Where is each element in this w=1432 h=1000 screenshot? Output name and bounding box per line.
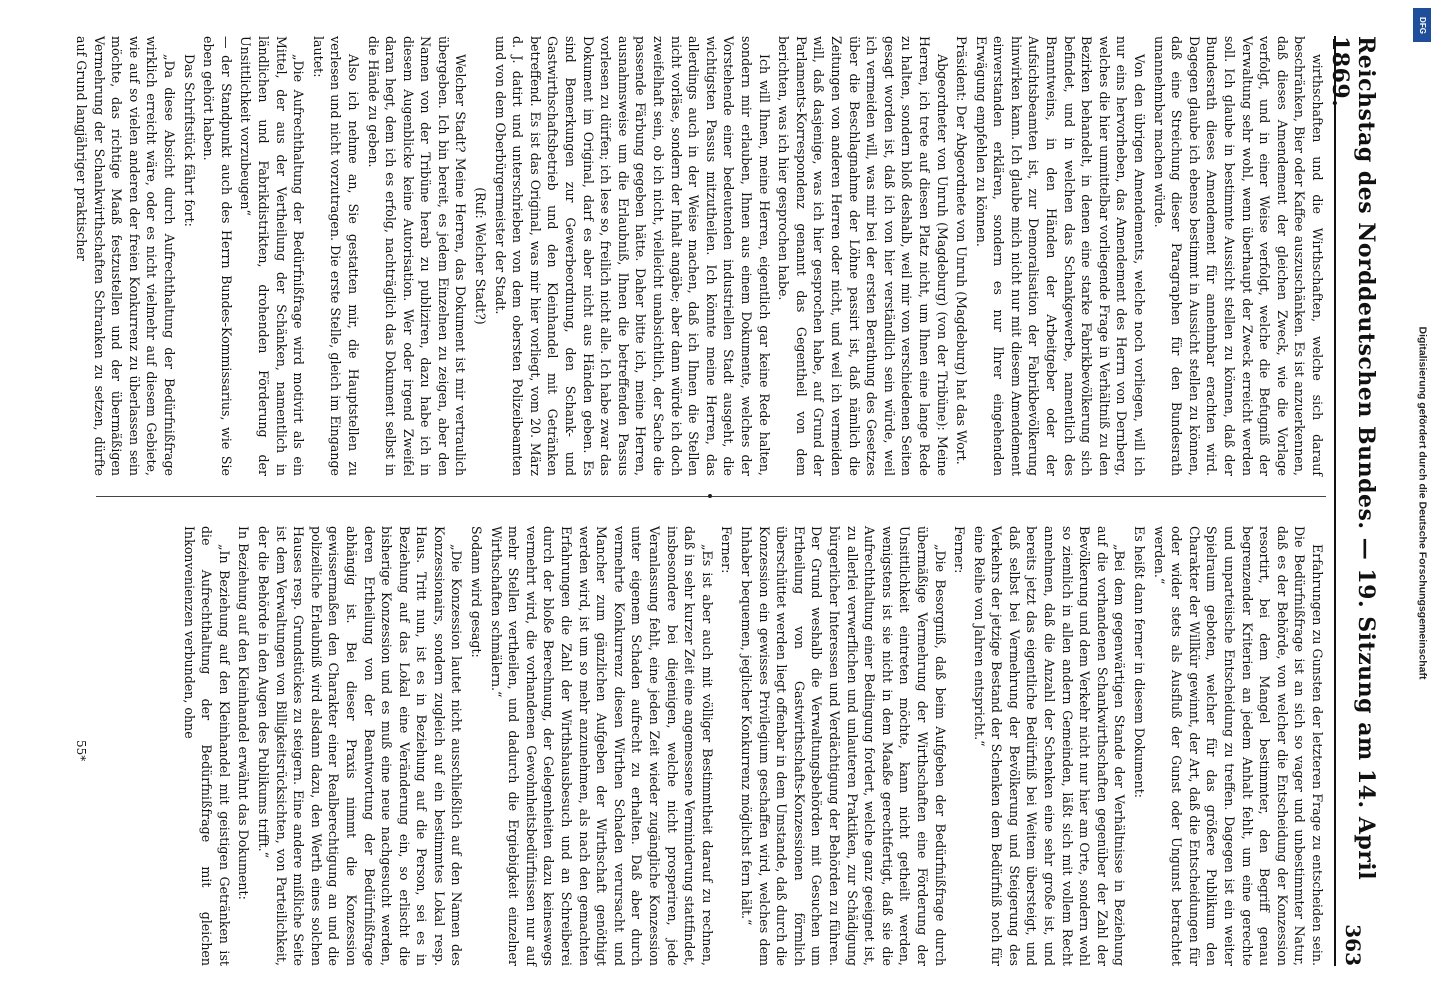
paragraph: „Die Aufrechthaltung der Bedürfnißfrage wird motivirt als ein Mittel, der aus der Vertheilung der Schänken, namentlich in ländlichen und Fabrikdistrikten, drohenden Förderung der Unsittlichkeit vorzubeugen“: [238, 36, 307, 476]
paragraph: Das Schriftstück fährt fort:: [181, 54, 197, 227]
paragraph: „Die Besorgniß, daß beim Aufgeben der Bedürfnißfrage durch übermäßige Vermehrung der Wirthschaften eine Förderung der Unsittlichkeit eintreten möchte, kann nicht getheilt werden, wenigstens ist sie nicht in dem Maaße gerechtfertigt, daß sie die Aufrechthaltung einer Bedingung fordert, welche ganz geeignet ist, zu allerlei verwerflichen und unlauteren Praktiken, zur Schädigung bürgerlicher Interessen und Verdächtigung der Behörden zu führen. Der Grund weshalb die Verwaltungsbehörden mit Gesuchen um Ertheilung von Gastwirthschafts-Konzessionen förmlich überschüttet werden liegt offenbar in dem Umstande, daß durch die Konzession ein gewisses Privilegium geschaffen wird, welches dem Inhaber bequemen, jeglicher Konkurrenz möglichst fern hält.“: [739, 526, 948, 966]
running-head: Reichstag des Norddeutschen Bundes. — 19. Sitzung am 14. April 1869.: [1327, 36, 1379, 881]
paragraph: Erfahrungen zu Gunsten der letzteren Frage zu entscheiden sein. Die Bedürfnißfrage ist an sich so vager und unbestimmter Natur, daß es der Behörde, von welcher die Entscheidung der Konzession resortirt, bei dem Mangel bestimmter, den Begriff genau begrenzender Kriterien an jedem Anhalt fehlt, um eine gerechte und unparteiische Entscheidung zu treffen. Dagegen ist ein weiter Spielraum geboten, welcher für das größere Publikum den Charakter der Willkür gewinnt, der Art, daß die Entscheidungen für oder wider stets als Ausfluß der Gunst oder Ungunst betrachtet werden.“: [1151, 526, 1325, 966]
paragraph: „Die Konzession lautet nicht ausschließlich auf den Namen des Konzessionairs, sondern zugleich auf ein bestimmtes Lokal resp. Haus. Tritt nun, ist es in Beziehung auf die Person, sei es in Beziehung auf das Lokal eine Veränderung ein, so erlischt die bisherige Konzession und es muß eine neue nachgesucht werden, deren Ertheilung von der Beantwortung der Bedürfnißfrage abhängig ist. Bei dieser Praxis nimmt die Konzession gewissermaßen den Charakter einer Realberechtigung an und die polizeiliche Erlaubniß wird alsdann dazu, den Werth eines solchen Hauses resp. Grundstückes zu steigern. Eine andere mißliche Seite ist dem Verwaltungen von Billigkeitsrücksichten, von Parteilichkeit, der die Behörde in den Augen des Publikums trifft.“: [255, 526, 465, 966]
dfg-logo-text: DFG: [1417, 16, 1427, 34]
paragraph: (Ruf: Welcher Stadt?): [473, 187, 489, 325]
paragraph: wirthschaften und die Wirthschaften, welche sich darauf beschränken, Bier oder Kaffee auszuschänken. Es ist anzuerkennen, daß dieses Amendement der gleichen Zweck, wie die Vorlage verfolgt, und in einer Weise verfolgt, welche die Befugniß der Verwaltung sehr wohl, wenn überhaupt der Zweck erreicht werden soll. Ich glaube in bestimmte Aussicht stellen zu können, daß der Bundesrath dieses Amendement für annehmbar erachten wird. Dagegen glaube ich ebenso bestimmt in Aussicht stellen zu können, daß eine Streichung dieser Paragraphen für den Bundesrath unannehmbar machen würde.: [1151, 36, 1325, 476]
paragraph: Ferner:: [719, 526, 735, 574]
paragraph: Also ich nehme an, Sie gestatten mir, die Hauptstellen zu verlesen und nicht vorzutragen. Die erste Stelle, gleich im Eingange lautet:: [310, 36, 361, 476]
paragraph: „Bei dem gegenwärtigen Stande der Verhältnisse in Beziehung auf die vorhandenen Schankwirthschaften gegenüber der Zahl der Bevölkerung und dem Verkehr nicht nur hier am Orte, sondern wohl so ziemlich in allen andern Gemeinden, läßt sich mit vollem Recht annehmen, daß die Anzahl der Schenken eine sehr große ist, und bereits jetzt das eigentliche Bedürfniß bei Weitem übersteigt, und daß selbst bei Vermehrung der Bevölkerung und Steigerung des Verkehrs der jetzige Bestand der Schenken dem Bedürfniß noch für eine Reihe von Jahren entspricht.“: [971, 526, 1128, 966]
dfg-logo-badge: [1413, 8, 1431, 42]
signature-mark: 55*: [74, 740, 88, 762]
paragraph: „Da diese Absicht durch Aufrechthaltung der Bedürfnißfrage wirklich erreicht wäre, oder es nicht vielmehr auf diesem Gebiete, wie auf so vielen anderen der freien Konkurrenz zu überlassen sein möchte, das richtige Maaß festzustellen und der übermäßigen Vermehrung der Schankwirthschaften Schranken zu setzen, dürfte auf Grund langjähriger praktischer: [74, 36, 177, 476]
paragraph: In Beziehung auf den Kleinhandel erwähnt das Dokument:: [236, 526, 252, 900]
paragraph: Welcher Stadt? Meine Herren, das Dokument ist mir vertraulich übergeben. Ich bin bereit, es jedem Einzelnen zu zeigen, aber den Namen von der Tribüne herab zu publiziren, dazu habe ich in diesem Augenblicke keine Autorisation. Wer oder irgend Zweifel daran hegt, dem ich es erfolg, nachträglich das Dokument selbst in die Hände zu geben.: [365, 36, 469, 476]
paragraph: „In Beziehung auf den Kleinhandel mit geistigen Getränken ist die Aufrechthaltung der Bedürfnißfrage mit gleichen Inkonvenienzen verbunden, ohne: [181, 526, 232, 966]
digitization-note-text: Digitalisierung gefördert durch die Deutsche Forschungsgemeinschaft: [1416, 326, 1429, 680]
fold-dot: [708, 494, 712, 498]
right-column: [96, 526, 1326, 966]
paragraph: Abgeordneter von Unruh (Magdeburg) (von der Tribüne): Meine Herren, ich trete auf diesen Platz nicht, um Ihnen eine lange Rede zu halten, sondern bloß deshalb, weil mir von verschiedenen Seiten gesagt worden ist, daß ich von hier verständlich sein würde, weil ich vermeiden will, was mir bei der ersten Berathung des Gesetzes über die Beschlagnahme der Löhne passirt ist, daß nämlich die Zeitungen von anderen Herren oder nicht, und weil ich vermeiden will, daß dasjenige, was ich hier gesprochen habe, auf Grund der Parlaments-Korrespondenz genannt das Gegentheil von dem berichten, was ich hier gesprochen habe.: [776, 36, 950, 476]
paragraph: Von den übrigen Amendements, welche noch vorliegen, will ich nur eins hervorheben, das Amendement des Herrn von Dernberg, welches die hier unmittelbar vorliegende Frage in Verhältniß zu den Bezirken behandelt, in denen eine starke Fabrikbevölkerung sich befindet, und in welchen das Schankgewerbe, namentlich des Branntweins, in den Händen der Arbeitgeber oder der Aufsichtsbeamten ist, zur Demoralisation der Fabrikbevölkerung hinwirken kann. Ich glaube mich nicht nur mit diesem Amendement einverstanden erklären, sondern es nur Ihrer eingehenden Erwägung empfehlen zu können.: [973, 36, 1148, 476]
paragraph: — der Standpunkt auch des Herrn Bundes-Kommissarius, wie Sie eben gehört haben.: [201, 36, 234, 476]
paragraph: Es heißt dann ferner in diesem Dokument:: [1132, 526, 1148, 799]
paragraph: Präsident: Der Abgeordnete von Unruh (Magdeburg) hat das Wort.: [954, 36, 970, 465]
paragraph: Ferner:: [952, 526, 968, 574]
paragraph: Sodann wird gesagt:: [469, 526, 485, 658]
paragraph: Ich will Ihnen, meine Herren, eigentlich gar keine Rede halten, sondern mir erlauben, Ihnen aus einem Dokumente, welches der Vorstehende einer bedeutenden industriellen Stadt ausgeht, die wichtigsten Passus mitzutheilen. Ich könnte meine Herren, das allerdings auch in der Weise machen, daß ich Ihnen die Stellen nicht vorläse, sondern der Inhalt angäbe; aber dann würde ich doch zweifelhaft sein, ob ich nicht, vielleicht unabsichtlich, der Sache die passende Färbung gegeben hätte. Daher bitte ich, meine Herren, ausnahmsweise um die Erlaubniß, Ihnen die betreffenden Passus vorlesen zu dürfen; ich lese so, freilich nicht alle. Ich habe zwar das Dokument im Original, darf es aber nicht aus Händen geben. Es sind Bemerkungen zur Gewerbeordnung, den Schank- und Gastwirthschaftsbetrieb und den Kleinhandel mit Getränken betreffend. Es ist das Original, was mir hier vorliegt, vom 20. März d. J. datirt und unterschrieben von dem obersten Polizeibeamten und von dem Oberbürgermeister der Stadt.: [492, 36, 772, 476]
page-header: [1327, 36, 1379, 966]
left-column: [74, 36, 1326, 476]
paragraph: „Es ist aber auch mit völliger Bestimmtheit darauf zu rechnen, daß in sehr kurzer Zeit eine angemessene Verminderung stattfindet, insbesondere bei diejenigen, welche nicht prosperiren, jede Veranlassung fehlt, eine jeden Zeit wieder zugängliche Konzession unter eigenem Schaden aufrecht zu erhalten. Daß aber durch vermehrte Konkurrenz diesen Wirthen Schaden verursacht und Mancher zum gänzlichen Aufgeben der Wirthschaft genöthigt werden wird, ist um so mehr anzunehmen, als nach den gemachten Erfahrungen die Zahl der Wirthshausbesuch und an Schreiberei durch der bloße Berechnung, der Gelegenheiten dazu keineswegs vermehrt wird, die vorhandenen Gewohnheitsbedürfnissen nur auf mehr Stellen vertheilen, und dadurch die Ergiebigkeit einzelner Wirthschaften schmälern.“: [488, 526, 715, 966]
digitization-note: [1412, 8, 1432, 998]
page-number: 363: [1341, 924, 1365, 966]
